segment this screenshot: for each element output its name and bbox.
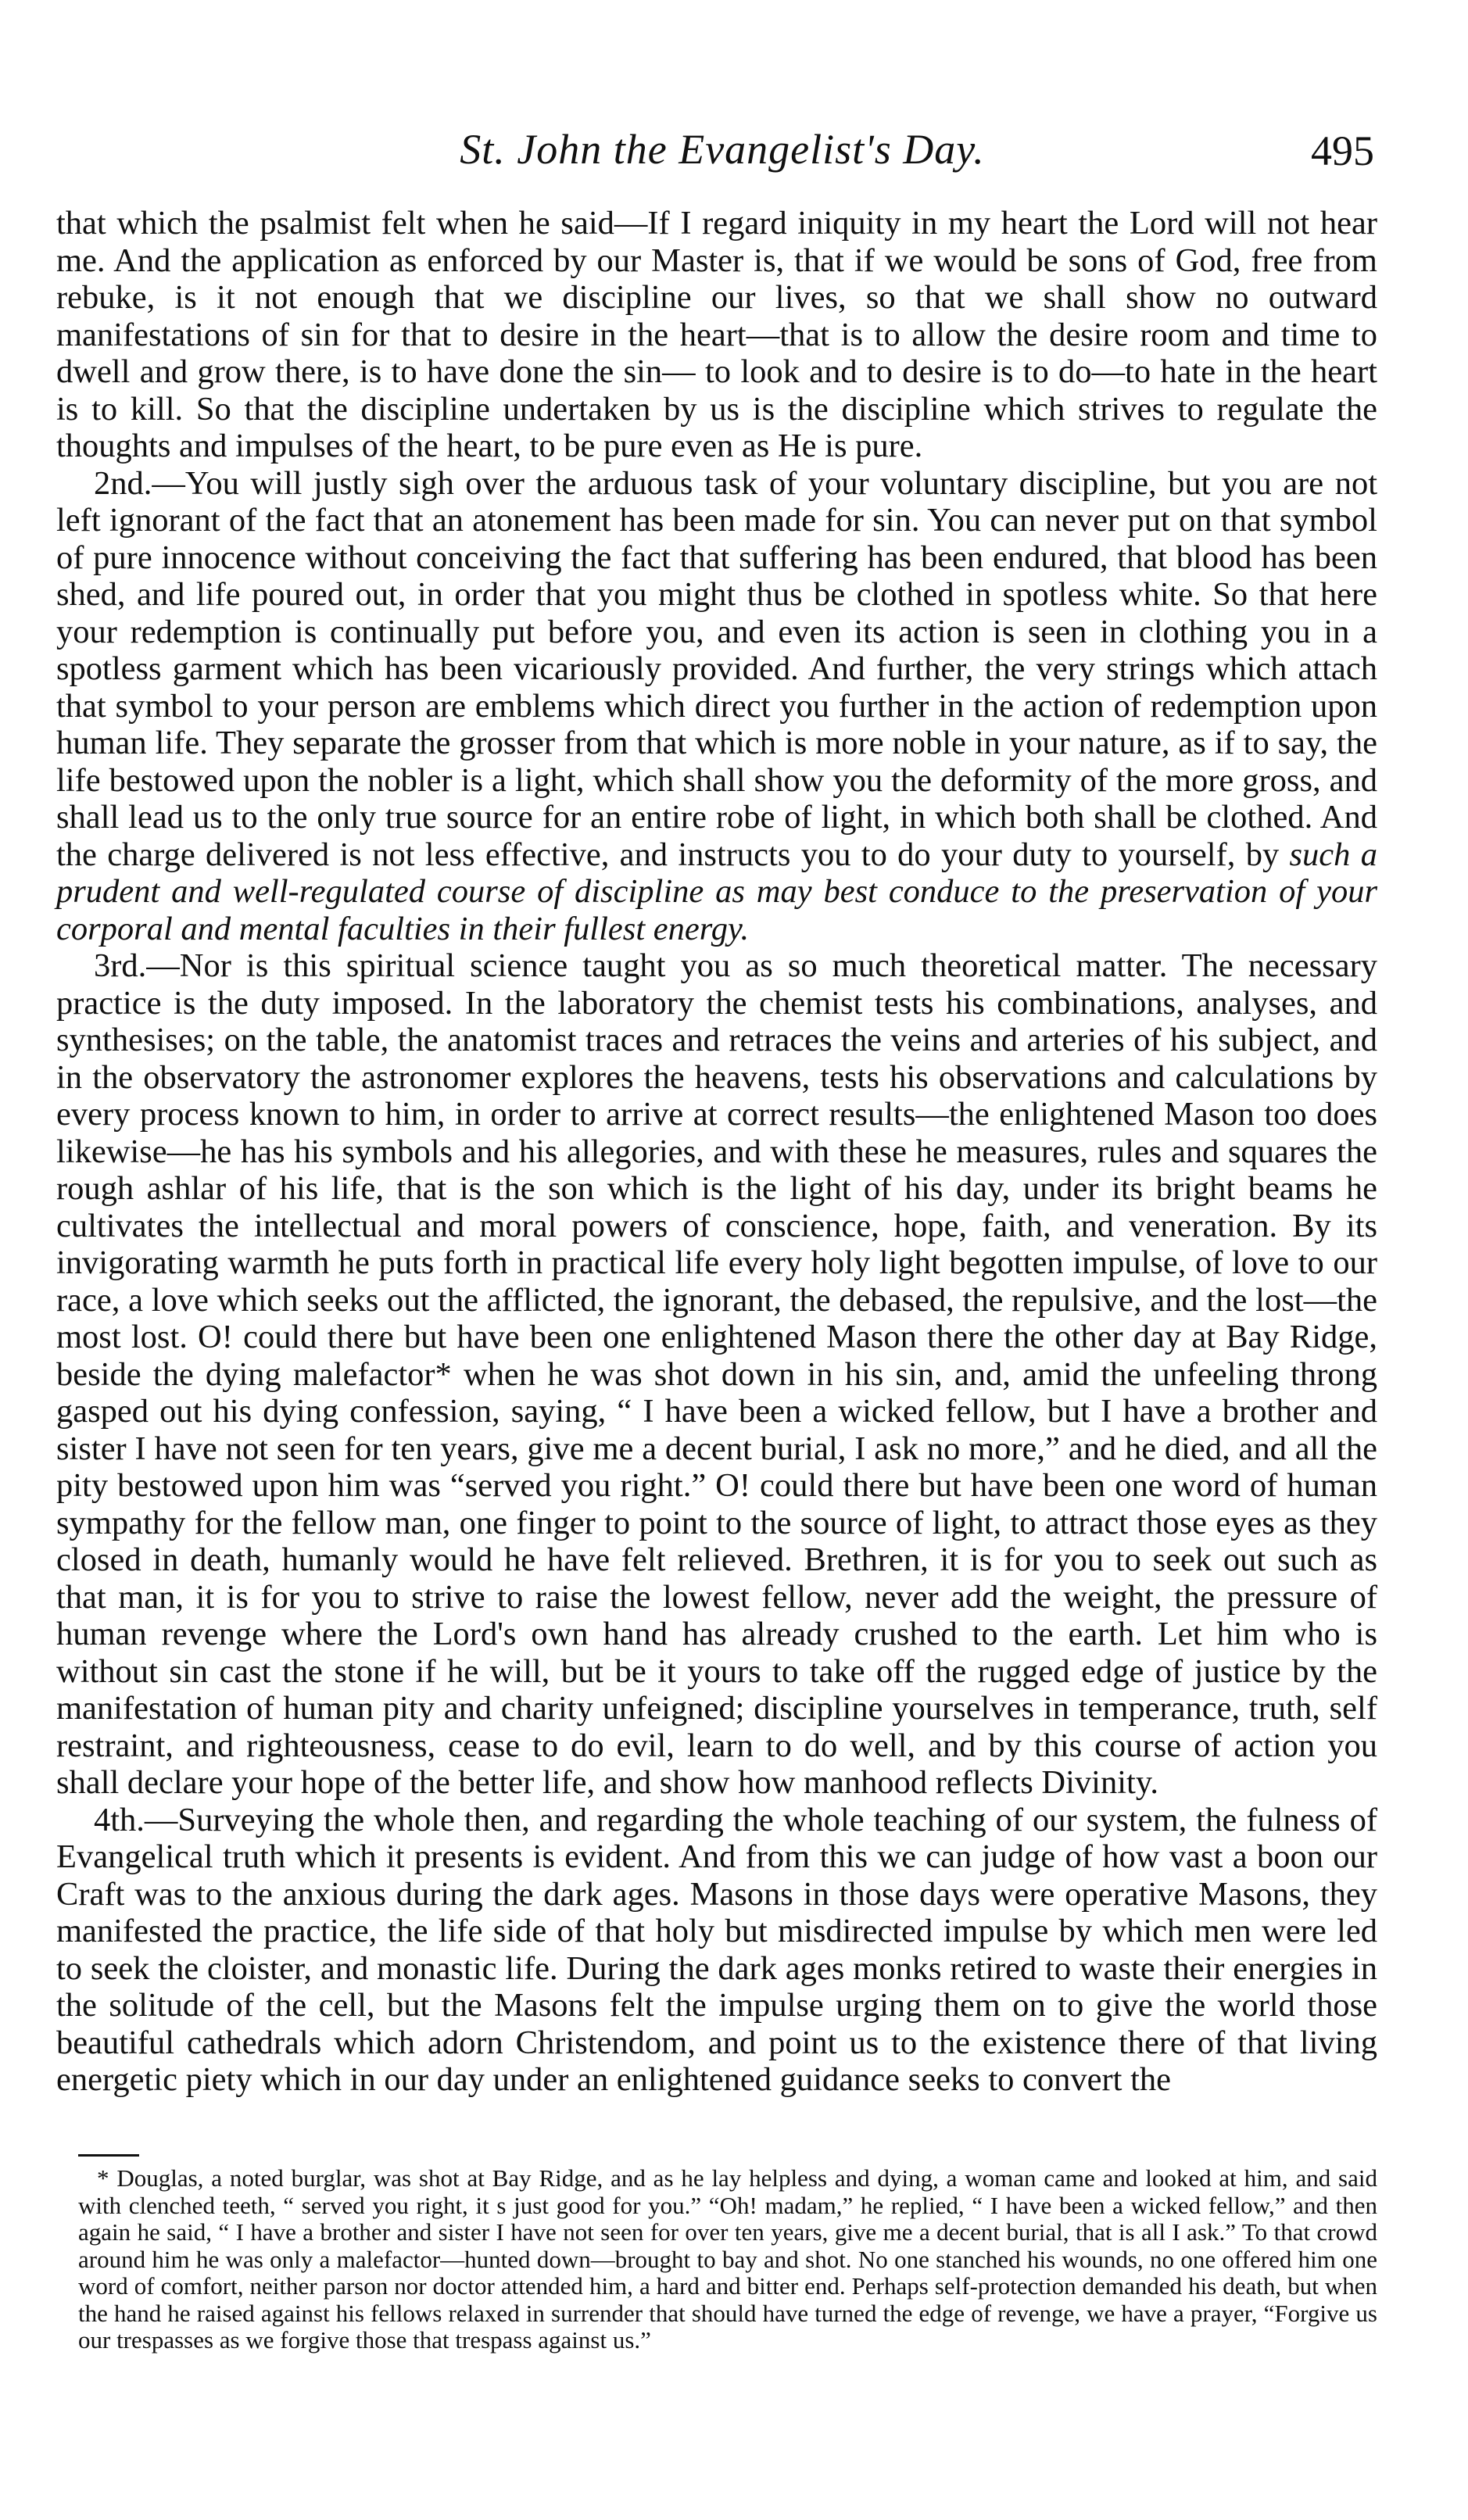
paragraph-2: [56, 465, 1377, 948]
page-number: 495: [1311, 127, 1374, 174]
page-header: [55, 117, 1390, 188]
paragraph-2-text: 2nd.—You will justly sigh over the arduous task of your voluntary discipline, but you are not left ignorant of the fact that an atonement has been made for sin. You can never put on that symbol of pure innocence without conceiving the fact that suffering has been endured, that blood has been shed, and life poured out, in order that you might thus be clothed in spotless white. So that here your redemption is continually put before you, and even its action is seen in clothing you in a spotless garment which has been vicariously provided. And further, the very strings which attach that symbol to your person are emblems which direct you further in the action of redemption upon human life. They separate the grosser from that which is more noble in your nature, as if to say, the life bestowed upon the nobler is a light, which shall show you the deformity of the more gross, and shall lead us to the only true source for an entire robe of light, in which both shall be clothed. And the charge delivered is not less effective, and instructs you to do your duty to yourself, by: [56, 464, 1377, 873]
body-text: [56, 205, 1377, 2099]
paragraph-2-italic-quote: such a prudent and well-regulated course of discipline as may best conduce to the preservation of your corporal and mental faculties in their fullest energy.: [56, 836, 1377, 947]
running-head: St. John the Evangelist's Day.: [460, 126, 985, 173]
footnote-rule: [78, 2154, 139, 2157]
paragraph-4: 4th.—Surveying the whole then, and regarding the whole teaching of our system, the fulness of Evangelical truth which it presents is evident. And from this we can judge of how vast a boon our Craft was to the anxious during the dark ages. Masons in those days were operative Masons, they manifested the practice, the life side of that holy but misdirected impulse by which men were led to seek the cloister, and monastic life. During the dark ages monks retired to waste their energies in the solitude of the cell, but the Masons felt the impulse urging them on to give the world those beautiful cathedrals which adorn Christendom, and point us to the existence there of that living energetic piety which in our day under an enlightened guidance seeks to convert the: [56, 1801, 1377, 2098]
footnote: * Douglas, a noted burglar, was shot at Bay Ridge, and as he lay helpless and dying, a woman came and looked at him, and said with clenched teeth, “ served you right, it s just good for you.” “Oh! madam,” he replied, “ I have been a wicked fellow,” and then again he said, “ I have a brother and sister I have not seen for over ten years, give me a decent burial, that is all I ask.” To that crowd around him he was only a malefactor—hunted down—brought to bay and shot. No one stanched his wounds, no one offered him one word of comfort, neither parson nor doctor attended him, a hard and bitter end. Perhaps self-protection demanded his death, but when the hand he raised against his fellows relaxed in surrender that should have turned the edge of revenge, we have a prayer, “Forgive us our trespasses as we forgive those that trespass against us.”: [78, 2164, 1377, 2354]
paragraph-3: 3rd.—Nor is this spiritual science taught you as so much theoretical matter. The necessary practice is the duty imposed. In the laboratory the chemist tests his combinations, analyses, and synthesises; on the table, the anatomist traces and retraces the veins and arteries of his subject, and in the observatory the astronomer explores the heavens, tests his observations and calculations by every process known to him, in order to arrive at correct results—the enlightened Mason too does likewise—he has his symbols and his allegories, and with these he measures, rules and squares the rough ashlar of his life, that is the son which is the light of his day, under its bright beams he cultivates the intellectual and moral powers of conscience, hope, faith, and veneration. By its invigorating warmth he puts forth in practical life every holy light begotten impulse, of love to our race, a love which seeks out the afflicted, the ignorant, the debased, the repulsive, and the lost—the most lost. O! could there but have been one enlightened Mason there the other day at Bay Ridge, beside the dying malefactor* when he was shot down in his sin, and, amid the unfeeling throng gasped out his dying confession, saying, “ I have been a wicked fellow, but I have a brother and sister I have not seen for ten years, give me a decent burial, I ask no more,” and he died, and all the pity bestowed upon him was “served you right.” O! could there but have been one word of human sympathy for the fellow man, one finger to point to the source of light, to attract those eyes as they closed in death, humanly would he have felt relieved. Brethren, it is for you to seek out such as that man, it is for you to strive to raise the lowest fellow, never add the weight, the pressure of human revenge where the Lord's own hand has already crushed to the earth. Let him who is without sin cast the stone if he will, but be it yours to take off the rugged edge of justice by the manifestation of human pity and charity unfeigned; discipline yourselves in temperance, truth, self restraint, and righteousness, cease to do evil, learn to do well, and by this course of action you shall declare your hope of the better life, and show how manhood reflects Divinity.: [56, 947, 1377, 1801]
paragraph-1: that which the psalmist felt when he said—If I regard iniquity in my heart the Lord will not hear me. And the application as enforced by our Master is, that if we would be sons of God, free from rebuke, is it not enough that we discipline our lives, so that we shall show no outward manifestations of sin for that to desire in the heart—that is to allow the desire room and time to dwell and grow there, is to have done the sin— to look and to desire is to do—to hate in the heart is to kill. So that the discipline undertaken by us is the discipline which strives to regulate the thoughts and impulses of the heart, to be pure even as He is pure.: [56, 205, 1377, 464]
